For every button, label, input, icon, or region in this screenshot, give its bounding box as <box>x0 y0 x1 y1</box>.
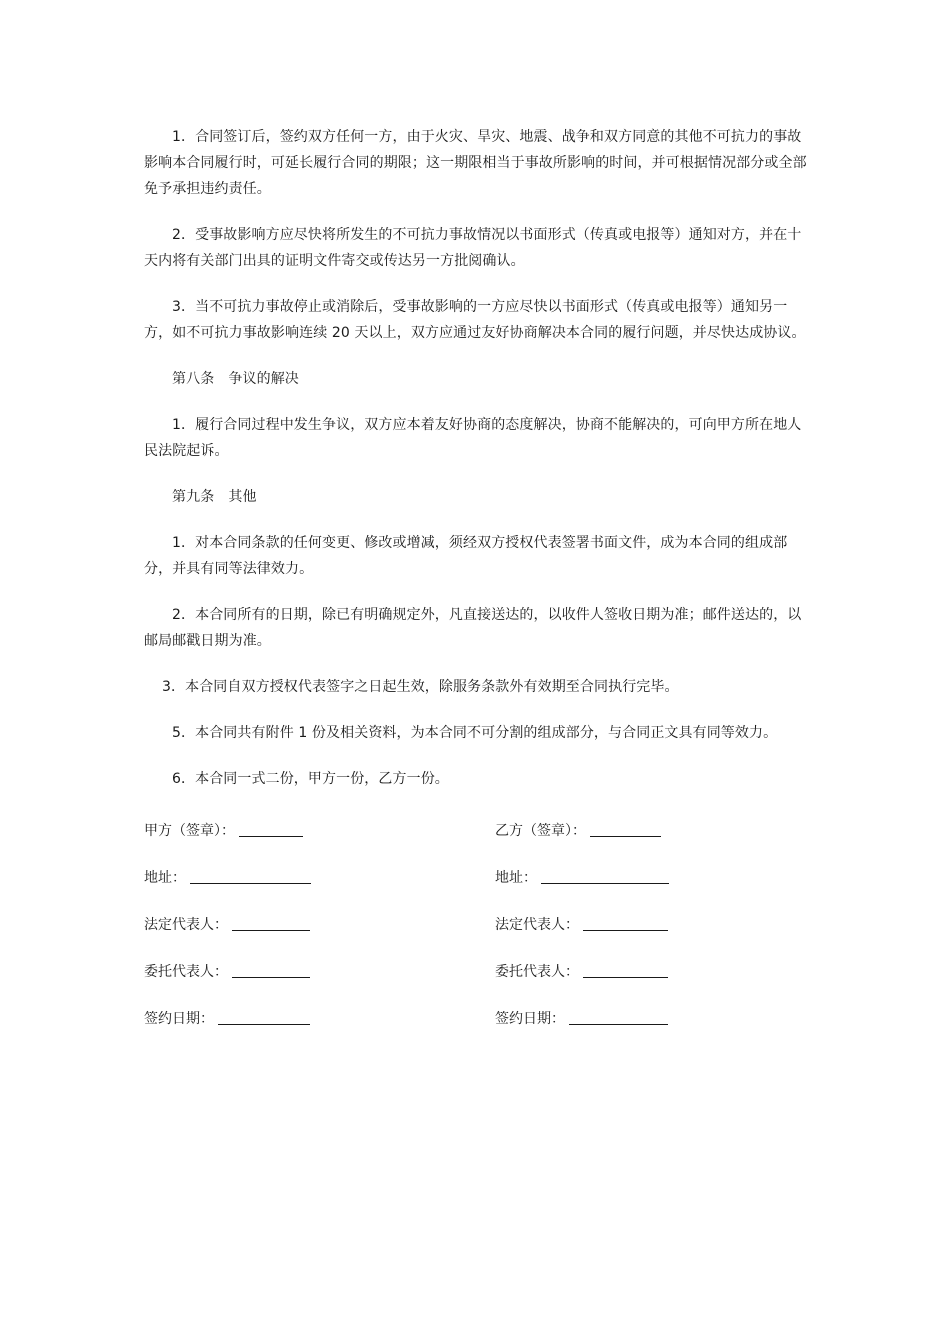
misc-clause-3: 3．本合同自双方授权代表签字之日起生效，除服务条款外有效期至合同执行完毕。 <box>162 679 679 695</box>
party-b-date-label: 签约日期： <box>495 1011 565 1027</box>
party-b-legal-rep-blank[interactable] <box>583 914 668 931</box>
force-majeure-clause-3: 3．当不可抗力事故停止或消除后，受事故影响的一方应尽快以书面形式（传真或电报等）通知另一方，如不可抗力事故影响连续 20 天以上，双方应通过友好协商解决本合同的履行问题，并尽快达成协议。 <box>144 299 806 341</box>
signature-row-address <box>144 867 704 914</box>
party-b-seal-label: 乙方（签章）： <box>495 823 586 839</box>
party-a-address <box>144 867 311 889</box>
misc-clause-1: 1．对本合同条款的任何变更、修改或增减，须经双方授权代表签署书面文件，成为本合同的组成部分，并具有同等法律效力。 <box>144 535 788 577</box>
party-a-legal-rep-blank[interactable] <box>232 914 310 931</box>
party-a-address-blank[interactable] <box>190 867 311 884</box>
contract-body <box>144 124 814 812</box>
party-a-seal-blank[interactable] <box>239 820 303 837</box>
party-b-agent <box>495 961 668 983</box>
party-a-date-blank[interactable] <box>218 1008 310 1025</box>
dispute-clause-1: 1．履行合同过程中发生争议，双方应本着友好协商的态度解决，协商不能解决的，可向甲方所在地人民法院起诉。 <box>144 417 802 459</box>
party-b-agent-label: 委托代表人： <box>495 964 579 980</box>
party-b-date-blank[interactable] <box>569 1008 668 1025</box>
party-a-date <box>144 1008 310 1030</box>
misc-clause-6: 6．本合同一式二份，甲方一份，乙方一份。 <box>172 771 449 787</box>
party-a-address-label: 地址： <box>144 870 186 886</box>
signature-row-date <box>144 1008 704 1055</box>
party-a-date-label: 签约日期： <box>144 1011 214 1027</box>
force-majeure-clause-2: 2．受事故影响方应尽快将所发生的不可抗力事故情况以书面形式（传真或电报等）通知对方，并在十天内将有关部门出具的证明文件寄交或传达另一方批阅确认。 <box>144 227 802 269</box>
force-majeure-clause-1: 1．合同签订后，签约双方任何一方，由于火灾、旱灾、地震、战争和双方同意的其他不可抗力的事故影响本合同履行时，可延长履行合同的期限；这一期限相当于事故所影响的时间，并可根据情况部分或全部免予承担违约责任。 <box>144 129 807 197</box>
party-b-address <box>495 867 669 889</box>
party-a-agent-label: 委托代表人： <box>144 964 228 980</box>
signature-row-agent <box>144 961 704 1008</box>
party-b-seal-blank[interactable] <box>590 820 661 837</box>
misc-clause-5: 5．本合同共有附件 1 份及相关资料，为本合同不可分割的组成部分，与合同正文具有同等效力。 <box>172 725 778 741</box>
article-9-heading: 第九条 其他 <box>172 489 257 505</box>
party-a-agent <box>144 961 310 983</box>
signature-block <box>144 820 704 1055</box>
party-b-legal-rep-label: 法定代表人： <box>495 917 579 933</box>
party-a-legal-rep <box>144 914 310 936</box>
party-a-seal <box>144 820 303 842</box>
party-b-legal-rep <box>495 914 668 936</box>
article-8-heading: 第八条 争议的解决 <box>172 371 299 387</box>
misc-clause-2: 2．本合同所有的日期，除已有明确规定外，凡直接送达的，以收件人签收日期为准；邮件送达的，以邮局邮戳日期为准。 <box>144 607 802 649</box>
signature-row-legal-rep <box>144 914 704 961</box>
party-a-seal-label: 甲方（签章）： <box>144 823 235 839</box>
party-b-address-label: 地址： <box>495 870 537 886</box>
party-a-legal-rep-label: 法定代表人： <box>144 917 228 933</box>
signature-row-seal <box>144 820 704 867</box>
party-b-agent-blank[interactable] <box>583 961 668 978</box>
party-b-seal <box>495 820 661 842</box>
party-a-agent-blank[interactable] <box>232 961 310 978</box>
party-b-date <box>495 1008 668 1030</box>
party-b-address-blank[interactable] <box>541 867 669 884</box>
